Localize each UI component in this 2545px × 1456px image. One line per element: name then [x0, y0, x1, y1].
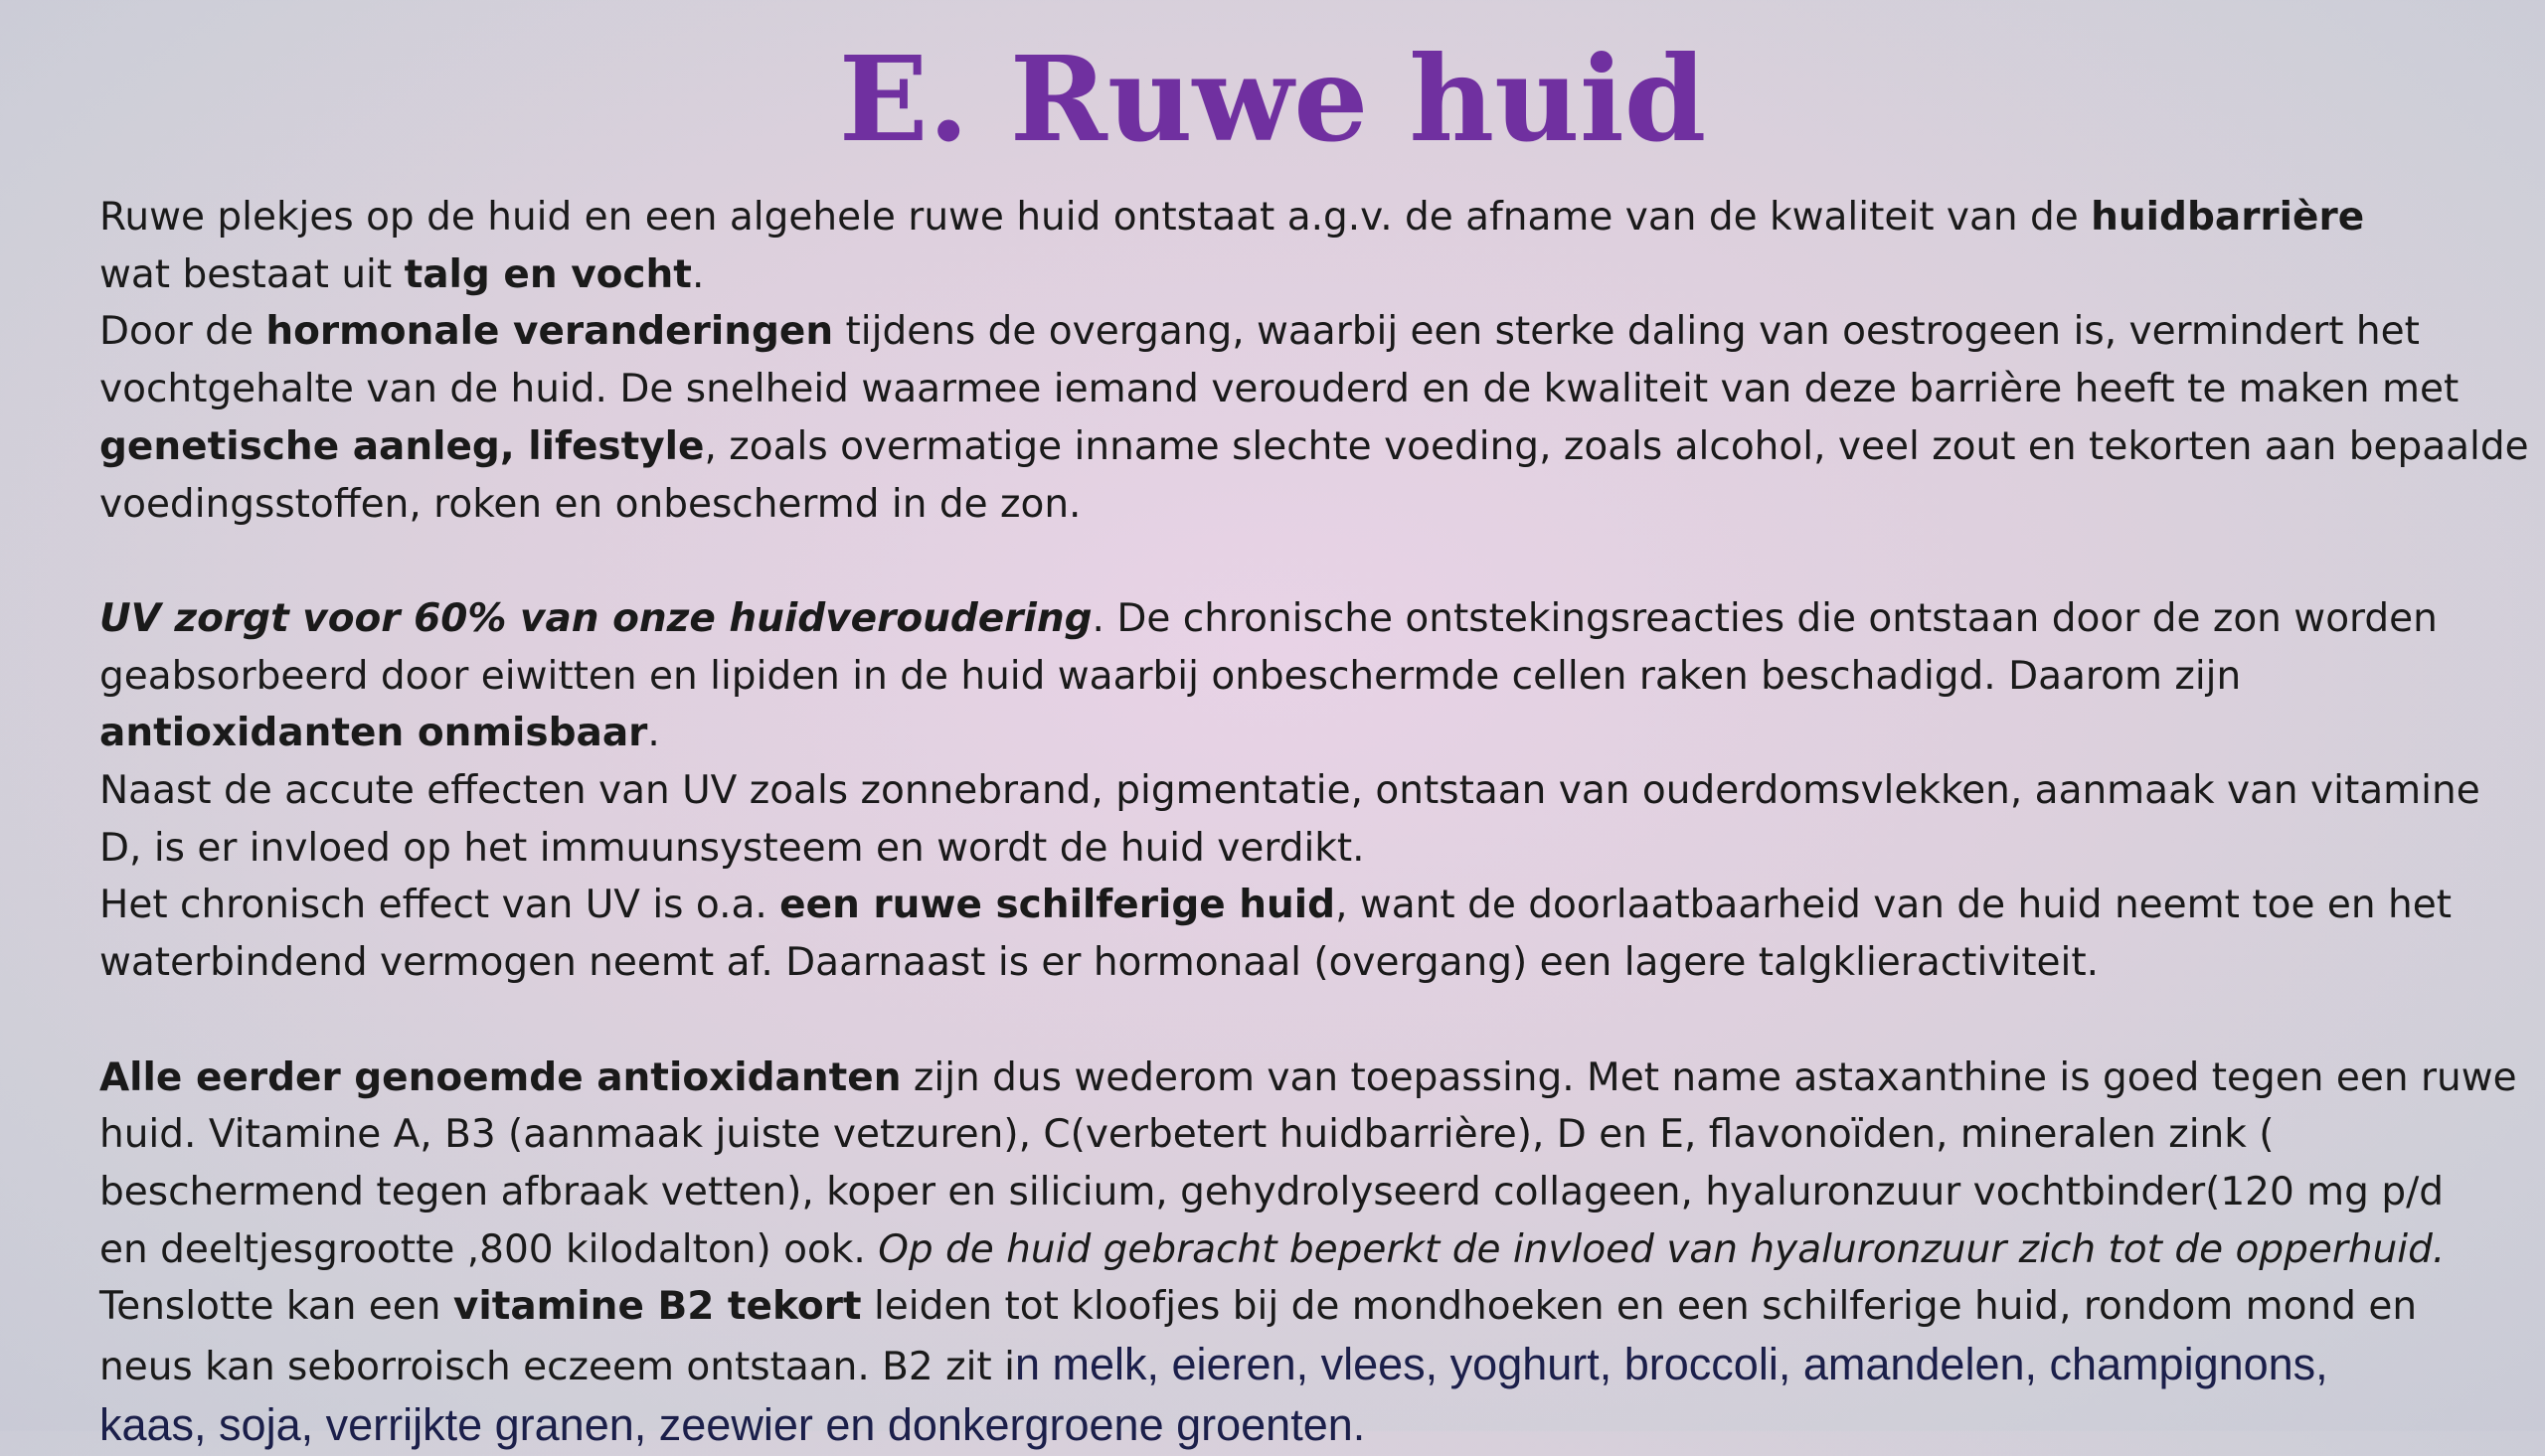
- text-line: [99, 1164, 2465, 1221]
- text-line: [99, 1221, 2465, 1279]
- bold-run: huidbarrière: [2091, 195, 2365, 240]
- bold-italic-run: UV zorgt voor 60% van onze huidveroudering: [99, 595, 1093, 641]
- italic-run: Op de huid gebracht beperkt de invloed van hyaluronzuur zich tot de opperhuid.: [878, 1226, 2446, 1272]
- text-line: [99, 1336, 2465, 1396]
- text-run: , zoals overmatige inname slechte voeding, zoals alcohol, veel zout en tekorten aan bepaalde: [704, 423, 2529, 469]
- text-line: [99, 705, 2465, 762]
- slide-title: E. Ruwe huid: [838, 30, 1707, 168]
- paragraph-gap: [99, 533, 2465, 590]
- text-line: [99, 361, 2465, 418]
- text-run: . De chronische ontstekingsreacties die ontstaan door de zon worden: [1092, 595, 2438, 641]
- bold-run: Alle eerder genoemde antioxidanten: [99, 1054, 902, 1100]
- text-run: huid. Vitamine A, B3 (aanmaak juiste vetzuren), C(verbetert huidbarrière), D en E, flavonoïden, mineralen zink (: [99, 1112, 2275, 1158]
- text-run: geabsorbeerd door eiwitten en lipiden in de huid waarbij onbeschermde cellen raken beschadigd. Daarom zijn: [99, 653, 2242, 699]
- paragraph-gap: [99, 992, 2465, 1050]
- bold-run: hormonale veranderingen: [265, 309, 834, 355]
- alt-font-run: n melk, eieren, vlees, yoghurt, broccoli, amandelen, champignons,: [1014, 1339, 2328, 1390]
- text-line: [99, 476, 2465, 534]
- text-line: [99, 934, 2465, 992]
- text-line: [99, 246, 2465, 304]
- text-run: Naast de accute effecten van UV zoals zonnebrand, pigmentatie, ontstaan van ouderdomsvlekken, aanmaak van vitamine: [99, 768, 2480, 814]
- text-line: [99, 762, 2480, 820]
- text-run: beschermend tegen afbraak vetten), koper en silicium, gehydrolyseerd collageen, hyaluronzuur vochtbinder(120 mg p/d: [99, 1169, 2444, 1214]
- text-line: [99, 877, 2465, 934]
- text-run: Ruwe plekjes op de huid en een algehele ruwe huid ontstaat a.g.v. de afname van de kwaliteit van de: [99, 195, 2092, 240]
- text-run: en deeltjesgrootte ,800 kilodalton) ook.: [99, 1226, 879, 1272]
- alt-font-run: kaas, soja, verrijkte granen, zeewier en donkergroene groenten.: [99, 1398, 1366, 1450]
- text-run: , want de doorlaatbaarheid van de huid neemt toe en het: [1335, 883, 2452, 928]
- text-run: waterbindend vermogen neemt af. Daarnaast is er hormonaal (overgang) een lagere talgklieractiviteit.: [99, 940, 2100, 986]
- text-run: voedingsstoffen, roken en onbeschermd in de zon.: [99, 481, 1082, 527]
- text-run: vochtgehalte van de huid. De snelheid waarmee iemand verouderd en de kwaliteit van deze barrière heeft te maken met: [99, 367, 2460, 412]
- text-line: [99, 418, 2529, 476]
- text-run: Door de: [99, 309, 266, 355]
- bold-run: vitamine B2 tekort: [452, 1284, 862, 1330]
- text-run: zijn dus wederom van toepassing. Met name astaxanthine is goed tegen een ruwe: [901, 1054, 2517, 1100]
- text-line: [99, 590, 2465, 648]
- text-line: [99, 1396, 2465, 1456]
- text-line: [99, 820, 2465, 878]
- text-run: .: [647, 711, 660, 756]
- bold-run: genetische aanleg, lifestyle: [99, 423, 705, 469]
- text-run: tijdens de overgang, waarbij een sterke daling van oestrogeen is, vermindert het: [833, 309, 2420, 355]
- bold-run: talg en vocht: [404, 251, 692, 297]
- text-line: [99, 648, 2465, 706]
- text-run: neus kan seborroisch eczeem ontstaan. B2 zit i: [99, 1345, 1015, 1390]
- body-text: [99, 189, 2529, 1456]
- bold-run: een ruwe schilferige huid: [779, 883, 1336, 928]
- text-run: wat bestaat uit: [99, 251, 405, 297]
- bold-run: antioxidanten onmisbaar: [99, 711, 648, 756]
- text-line: [99, 303, 2465, 361]
- text-line: [99, 189, 2465, 246]
- text-line: [99, 1050, 2517, 1107]
- text-line: [99, 1278, 2465, 1336]
- text-line: [99, 1106, 2465, 1164]
- text-run: leiden tot kloofjes bij de mondhoeken en een schilferige huid, rondom mond en: [861, 1284, 2418, 1330]
- text-run: Tenslotte kan een: [99, 1284, 453, 1330]
- text-run: D, is er invloed op het immuunsysteem en wordt de huid verdikt.: [99, 825, 1365, 871]
- text-run: .: [691, 251, 705, 297]
- text-run: Het chronisch effect van UV is o.a.: [99, 883, 780, 928]
